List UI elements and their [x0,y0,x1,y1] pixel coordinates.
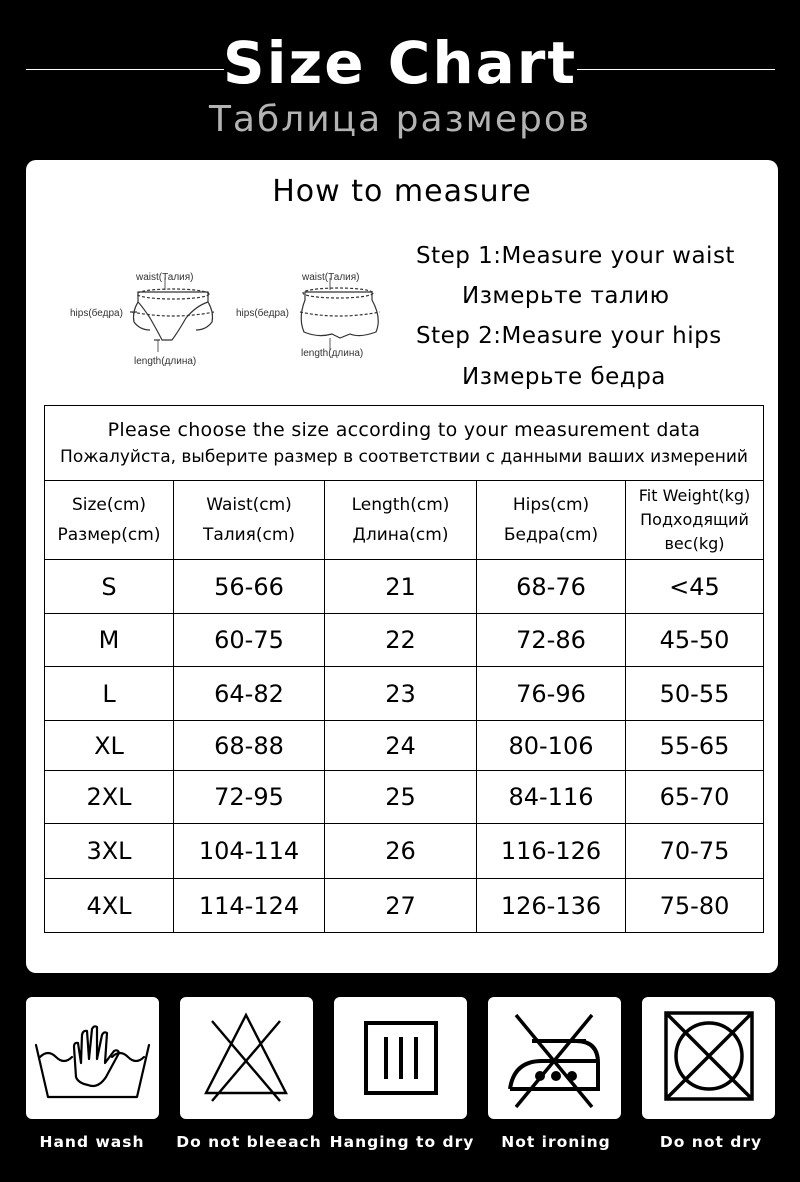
hand-wash-tile [26,997,159,1119]
waist-label-1: waist(Талия) [136,272,194,283]
cell-size: 4XL [45,879,174,933]
header-length-en: Length(cm) [351,495,450,515]
cell-length: 27 [325,879,477,933]
boyshorts-diagram [300,278,380,350]
cell-length: 25 [325,771,477,824]
cell-length: 21 [325,560,477,614]
header-size [45,481,174,560]
hips-label-2: hips(бедра) [236,308,289,319]
cell-hips: 76-96 [477,667,626,721]
cell-waist: 64-82 [174,667,325,721]
hang-to-dry-tile [334,997,467,1119]
step-2-ru: Измерьте бедра [462,364,666,390]
cell-length: 24 [325,721,477,771]
header-hips-ru: Бедра(cm) [503,525,599,545]
measurement-diagram [60,260,400,380]
hand-wash-label: Hand wash [39,1133,145,1151]
hand-wash-icon [26,997,159,1119]
cell-weight: 70-75 [626,824,764,879]
cell-waist: 72-95 [174,771,325,824]
cell-waist: 104-114 [174,824,325,879]
cell-hips: 116-126 [477,824,626,879]
header-size-en: Size(cm) [71,495,147,515]
cell-weight: 75-80 [626,879,764,933]
header-weight-ru-1: Подходящий [640,510,749,529]
header-hips [477,481,626,560]
table-note-en: Please choose the size according to your measurement data [107,419,701,441]
do-not-bleach-tile [180,997,313,1119]
cell-size: 3XL [45,824,174,879]
cell-waist: 68-88 [174,721,325,771]
step-2-en: Step 2:Measure your hips [416,323,722,349]
table-row [45,771,764,824]
length-label-1: length(длина) [134,356,197,367]
page-title: Size Chart [222,29,578,97]
cell-length: 23 [325,667,477,721]
table-row [45,721,764,771]
do-not-bleach-label: Do not bleeach [176,1133,322,1151]
length-label-2: length(длина) [301,348,364,359]
table-row [45,824,764,879]
cell-waist: 60-75 [174,614,325,667]
table-note-row [45,406,764,481]
page-subtitle: Таблица размеров [208,99,592,140]
cell-waist: 114-124 [174,879,325,933]
table-row [45,614,764,667]
cell-weight: 45-50 [626,614,764,667]
header-size-ru: Размер(cm) [57,525,161,545]
cell-size: L [45,667,174,721]
do-not-tumble-dry-label: Do not dry [659,1133,763,1151]
cell-hips: 68-76 [477,560,626,614]
cell-weight: 65-70 [626,771,764,824]
cell-length: 22 [325,614,477,667]
cell-size: M [45,614,174,667]
table-note-cell [45,406,764,481]
step-1-ru: Измерьте талию [462,283,670,309]
header-weight-ru-2: вес(kg) [664,534,725,553]
table-row [45,667,764,721]
table-row [45,560,764,614]
briefs-diagram [130,278,214,352]
cell-size: S [45,560,174,614]
header-length [325,481,477,560]
table-header-row [45,481,764,560]
cell-hips: 126-136 [477,879,626,933]
hang-to-dry-label: Hanging to dry [329,1133,475,1151]
do-not-iron-tile [488,997,621,1119]
do-not-iron-label: Not ironing [501,1133,611,1151]
step-1-en: Step 1:Measure your waist [416,243,735,269]
header-length-ru: Длина(cm) [352,525,449,545]
cell-hips: 80-106 [477,721,626,771]
waist-label-2: waist(Талия) [302,272,360,283]
header-waist [174,481,325,560]
how-to-measure-title: How to measure [272,174,532,209]
cell-size: 2XL [45,771,174,824]
cell-size: XL [45,721,174,771]
header [0,0,800,150]
table-row [45,879,764,933]
header-waist-ru: Талия(cm) [202,525,296,545]
cell-weight: <45 [626,560,764,614]
table-note-ru: Пожалуйста, выберите размер в соответствии с данными ваших измерений [60,447,748,467]
header-hips-en: Hips(cm) [512,495,590,515]
cell-waist: 56-66 [174,560,325,614]
header-weight-en: Fit Weight(kg) [638,486,751,505]
cell-hips: 72-86 [477,614,626,667]
cell-weight: 55-65 [626,721,764,771]
cell-length: 26 [325,824,477,879]
hang-to-dry-icon [334,997,467,1119]
header-weight [626,481,764,560]
cell-hips: 84-116 [477,771,626,824]
cell-weight: 50-55 [626,667,764,721]
hips-label-1: hips(бедра) [70,308,123,319]
do-not-iron-icon [488,997,621,1119]
do-not-tumble-dry-icon [642,997,775,1119]
size-table [44,405,764,933]
do-not-bleach-icon [180,997,313,1119]
do-not-tumble-dry-tile [642,997,775,1119]
header-waist-en: Waist(cm) [206,495,292,515]
